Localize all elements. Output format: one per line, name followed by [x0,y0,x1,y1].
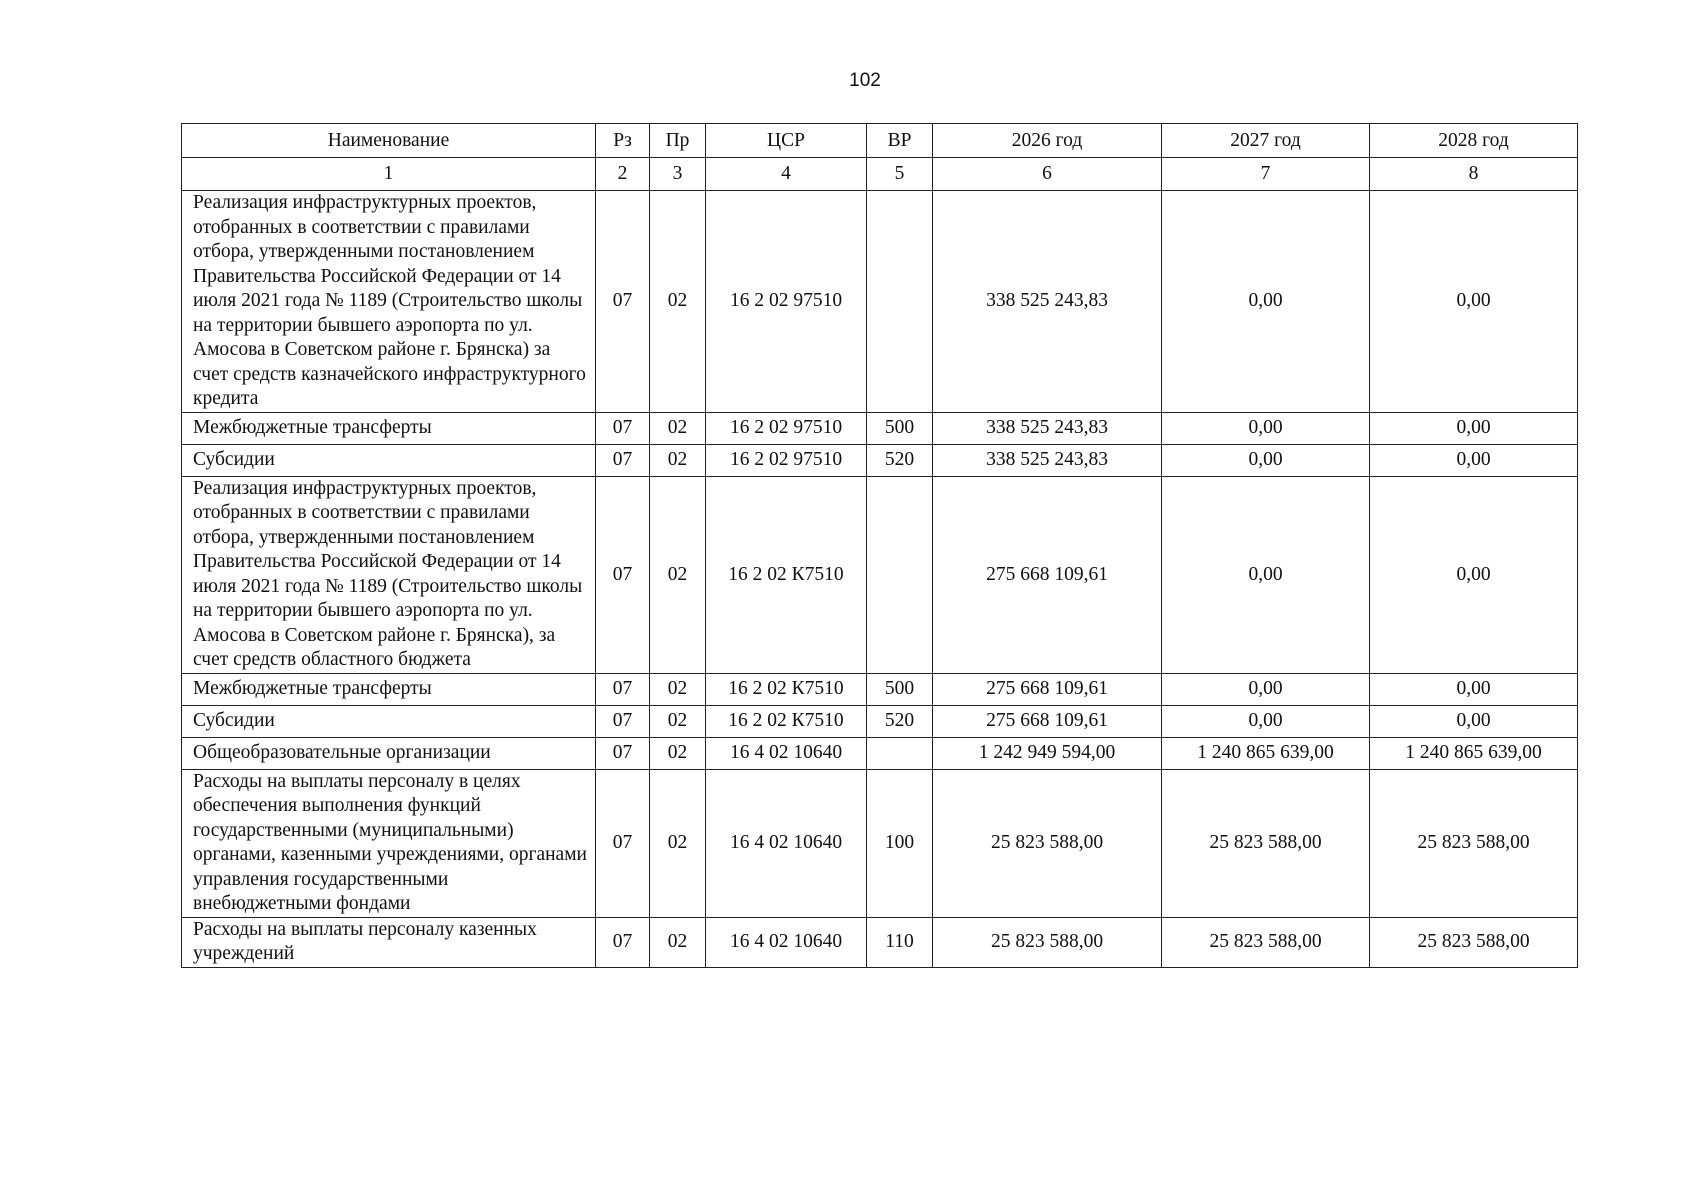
table-row [182,769,1578,917]
rz-cell: 07 [596,769,650,917]
amount-2027-cell: 0,00 [1162,705,1370,737]
amount-2027-cell: 25 823 588,00 [1162,917,1370,967]
vr-cell: 500 [867,412,933,444]
table-row [182,705,1578,737]
vr-cell: 110 [867,917,933,967]
page-number: 102 [849,70,881,91]
amount-2026-cell: 25 823 588,00 [933,917,1162,967]
table-row [182,737,1578,769]
row-name-cell: Общеобразовательные организации [182,737,596,769]
table-row [182,917,1578,967]
csr-cell: 16 2 02 К7510 [706,673,867,705]
csr-cell: 16 4 02 10640 [706,737,867,769]
row-name-cell: Реализация инфраструктурных проектов, отобранных в соответствии с правилами отбора, утвержденными постановлением Правительства Российской Федерации от 14 июля 2021 года № 1189 (Строительство школы на территории бывшего аэропорта по ул. Амосова в Советском районе г. Брянска), за счет средств областного бюджета [182,476,596,673]
amount-2026-cell: 338 525 243,83 [933,412,1162,444]
amount-2026-cell: 275 668 109,61 [933,705,1162,737]
vr-cell: 520 [867,705,933,737]
column-header-2028: 2028 год [1370,124,1578,158]
column-header-name: Наименование [182,124,596,158]
amount-2026-cell: 275 668 109,61 [933,673,1162,705]
amount-2026-cell: 25 823 588,00 [933,769,1162,917]
csr-cell: 16 4 02 10640 [706,769,867,917]
amount-2028-cell: 0,00 [1370,191,1578,413]
pr-cell: 02 [650,412,706,444]
table-body [182,191,1578,968]
row-name-cell: Расходы на выплаты персоналу казенных учреждений [182,917,596,967]
row-name-cell: Реализация инфраструктурных проектов, отобранных в соответствии с правилами отбора, утвержденными постановлением Правительства Российской Федерации от 14 июля 2021 года № 1189 (Строительство школы на территории бывшего аэропорта по ул. Амосова в Советском районе г. Брянска) за счет средств казначейского инфраструктурного кредита [182,191,596,413]
rz-cell: 07 [596,917,650,967]
amount-2027-cell: 25 823 588,00 [1162,769,1370,917]
pr-cell: 02 [650,673,706,705]
column-number: 8 [1370,158,1578,191]
amount-2026-cell: 338 525 243,83 [933,444,1162,476]
column-header-vr: ВР [867,124,933,158]
rz-cell: 07 [596,412,650,444]
pr-cell: 02 [650,769,706,917]
column-number: 1 [182,158,596,191]
column-header-2026: 2026 год [933,124,1162,158]
pr-cell: 02 [650,737,706,769]
row-name-cell: Субсидии [182,444,596,476]
table-row [182,476,1578,673]
column-header-pr: Пр [650,124,706,158]
pr-cell: 02 [650,444,706,476]
row-name-cell: Расходы на выплаты персоналу в целях обеспечения выполнения функций государственными (муниципальными) органами, казенными учреждениями, органами управления государственными внебюджетными фондами [182,769,596,917]
amount-2028-cell: 0,00 [1370,705,1578,737]
amount-2028-cell: 25 823 588,00 [1370,769,1578,917]
row-name-cell: Межбюджетные трансферты [182,673,596,705]
amount-2027-cell: 0,00 [1162,444,1370,476]
amount-2028-cell: 1 240 865 639,00 [1370,737,1578,769]
vr-cell: 520 [867,444,933,476]
amount-2026-cell: 1 242 949 594,00 [933,737,1162,769]
rz-cell: 07 [596,191,650,413]
amount-2027-cell: 0,00 [1162,476,1370,673]
amount-2027-cell: 0,00 [1162,412,1370,444]
column-number-row [182,158,1578,191]
rz-cell: 07 [596,476,650,673]
column-number: 7 [1162,158,1370,191]
amount-2028-cell: 25 823 588,00 [1370,917,1578,967]
header-row [182,124,1578,158]
column-number: 6 [933,158,1162,191]
table-row [182,191,1578,413]
amount-2028-cell: 0,00 [1370,412,1578,444]
row-name-cell: Межбюджетные трансферты [182,412,596,444]
table-row [182,444,1578,476]
table-row [182,412,1578,444]
csr-cell: 16 2 02 97510 [706,444,867,476]
rz-cell: 07 [596,737,650,769]
budget-table [181,123,1578,968]
pr-cell: 02 [650,917,706,967]
csr-cell: 16 4 02 10640 [706,917,867,967]
csr-cell: 16 2 02 97510 [706,191,867,413]
column-number: 3 [650,158,706,191]
amount-2026-cell: 338 525 243,83 [933,191,1162,413]
rz-cell: 07 [596,673,650,705]
csr-cell: 16 2 02 К7510 [706,476,867,673]
pr-cell: 02 [650,476,706,673]
pr-cell: 02 [650,705,706,737]
table-header [182,124,1578,191]
column-number: 2 [596,158,650,191]
pr-cell: 02 [650,191,706,413]
column-number: 5 [867,158,933,191]
table-row [182,673,1578,705]
amount-2028-cell: 0,00 [1370,476,1578,673]
amount-2026-cell: 275 668 109,61 [933,476,1162,673]
amount-2028-cell: 0,00 [1370,673,1578,705]
vr-cell [867,191,933,413]
column-header-rz: Рз [596,124,650,158]
vr-cell [867,737,933,769]
column-header-csr: ЦСР [706,124,867,158]
amount-2027-cell: 1 240 865 639,00 [1162,737,1370,769]
rz-cell: 07 [596,444,650,476]
vr-cell: 100 [867,769,933,917]
amount-2027-cell: 0,00 [1162,673,1370,705]
csr-cell: 16 2 02 97510 [706,412,867,444]
column-number: 4 [706,158,867,191]
csr-cell: 16 2 02 К7510 [706,705,867,737]
row-name-cell: Субсидии [182,705,596,737]
column-header-2027: 2027 год [1162,124,1370,158]
amount-2028-cell: 0,00 [1370,444,1578,476]
rz-cell: 07 [596,705,650,737]
vr-cell [867,476,933,673]
amount-2027-cell: 0,00 [1162,191,1370,413]
vr-cell: 500 [867,673,933,705]
